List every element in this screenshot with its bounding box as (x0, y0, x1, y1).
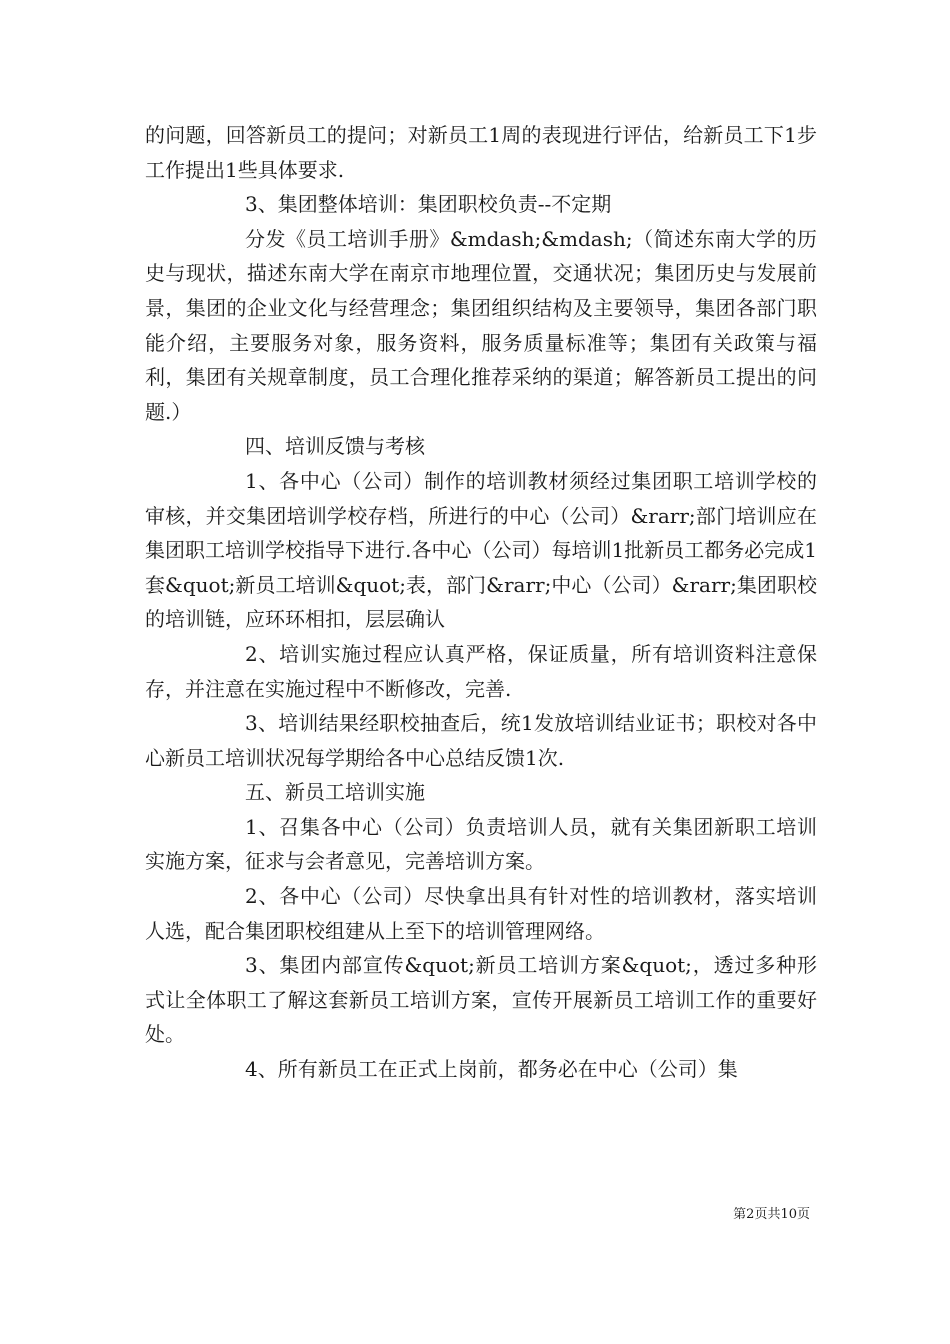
paragraph: 3、集团内部宣传&quot;新员工培训方案&quot;，透过多种形式让全体职工了解这套新员工培训方案，宣传开展新员工培训工作的重要好处。 (145, 953, 817, 1047)
paragraph: 1、召集各中心（公司）负责培训人员，就有关集团新职工培训实施方案，征求与会者意见，完善培训方案。 (145, 814, 817, 874)
section-heading: 四、培训反馈与考核 (245, 434, 425, 459)
paragraph: 分发《员工培训手册》&mdash;&mdash;（简述东南大学的历史与现状，描述东南大学在南京市地理位置，交通状况；集团历史与发展前景，集团的企业文化与经营理念；集团组织结构及主要领导，集团各部门职能介绍，主要服务对象，服务资料，服务质量标准等；集团有关政策与福利，集团有关规章制度，员工合理化推荐采纳的渠道；解答新员工提出的问题.） (145, 226, 817, 424)
paragraph: 4、所有新员工在正式上岗前，都务必在中心（公司）集 (245, 1057, 738, 1082)
paragraph: 2、培训实施过程应认真严格，保证质量，所有培训资料注意保存，并注意在实施过程中不断修改，完善. (145, 641, 817, 701)
section-heading: 五、新员工培训实施 (245, 780, 425, 805)
page-number: 第2页共10页 (733, 1207, 810, 1222)
paragraph: 1、各中心（公司）制作的培训教材须经过集团职工培训学校的审核，并交集团培训学校存档，所进行的中心（公司）&rarr;部门培训应在集团职工培训学校指导下进行.各中心（公司）每培训1批新员工都务必完成1套&quot;新员工培训&quot;表，部门&rarr;中心（公司）&rarr;集团职校的培训链，应环环相扣，层层确认 (145, 468, 817, 632)
paragraph: 的问题，回答新员工的提问；对新员工1周的表现进行评估，给新员工下1步工作提出1些具体要求. (145, 123, 817, 182)
section-item: 3、集团整体培训：集团职校负责--不定期 (245, 192, 612, 217)
document-body (145, 118, 817, 1087)
paragraph: 2、各中心（公司）尽快拿出具有针对性的培训教材，落实培训人选，配合集团职校组建从上至下的培训管理网络。 (145, 884, 817, 943)
paragraph: 3、培训结果经职校抽查后，统1发放培训结业证书；职校对各中心新员工培训状况每学期给各中心总结反馈1次. (145, 711, 817, 770)
